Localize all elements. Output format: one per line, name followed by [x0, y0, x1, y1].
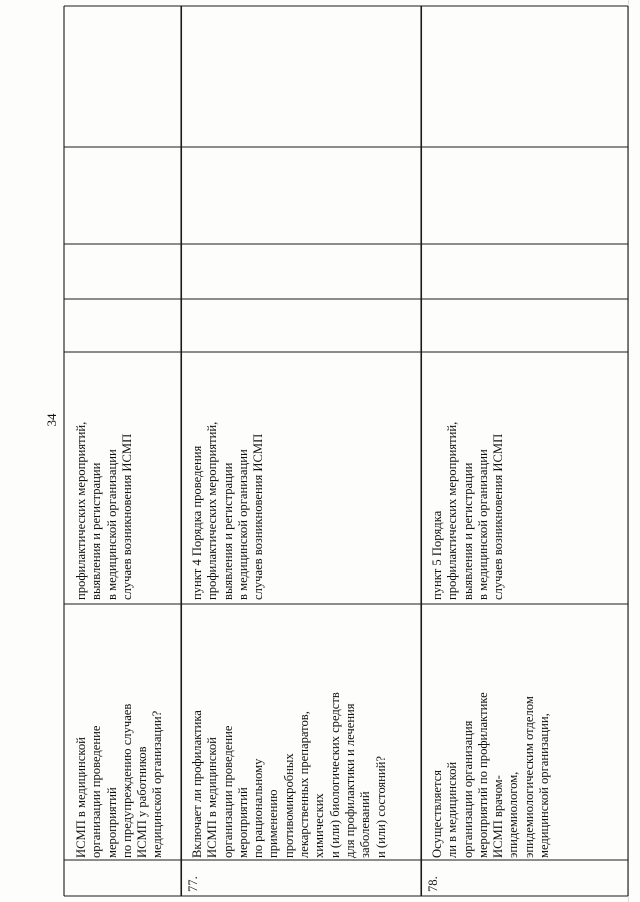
text-line: в медицинской организации: [104, 449, 119, 600]
text-line: организации организация: [460, 720, 475, 858]
text-line: в медицинской организации: [235, 449, 250, 600]
text-line: противомикробных: [281, 753, 296, 858]
page-number: 34: [44, 413, 59, 427]
row-number: 77.: [186, 876, 200, 892]
text-line: медицинской организации?: [150, 710, 165, 858]
text-line: мероприятий: [104, 787, 119, 858]
text-line: Включает ли профилактика: [190, 710, 204, 858]
text-line: случаев возникновения ИСМП: [491, 433, 506, 600]
text-line: по рациональному: [251, 758, 266, 858]
text-line: организации проведение: [220, 725, 235, 858]
text-line: ИСМП в медицинской: [74, 737, 88, 858]
text-line: выявления и регистрации: [460, 462, 475, 600]
text-line: и (или) биологических средств: [327, 692, 342, 858]
text-line: ИСМП врачом-: [491, 775, 506, 858]
text-line: ИСМП у работников: [135, 746, 150, 858]
text-line: случаев возникновения ИСМП: [251, 433, 266, 600]
text-line: применению: [266, 789, 281, 858]
text-line: ИСМП в медицинской: [205, 737, 220, 858]
text-line: мероприятий по профилактике: [475, 692, 490, 858]
row-78-number: [426, 876, 441, 892]
row-77-question: [190, 692, 389, 858]
row-77-number: [186, 876, 201, 892]
text-line: и (или) состояний?: [373, 756, 388, 858]
text-line: пункт 5 Порядка: [430, 510, 444, 600]
text-line: Осуществляется: [430, 770, 444, 858]
text-line: в медицинской организации: [475, 449, 490, 600]
text-line: эпидемиологом,: [506, 771, 521, 858]
text-line: профилактических мероприятий,: [445, 421, 460, 600]
text-line: выявления и регистрации: [220, 462, 235, 600]
row-78-reference: [430, 422, 506, 600]
row-77-reference: [190, 422, 266, 600]
text-line: лекарственных препаратов,: [297, 711, 312, 858]
text-line: организации проведение: [89, 725, 104, 858]
text-line: ли в медицинской: [445, 761, 460, 858]
row-76-question: [74, 704, 166, 858]
row-78-question: [430, 692, 552, 858]
text-line: пункт 4 Порядка проведения: [190, 445, 204, 600]
text-line: по предупреждению случаев: [119, 703, 134, 858]
text-line: химических: [312, 793, 327, 858]
text-line: профилактических мероприятий,: [205, 421, 220, 600]
text-line: профилактических мероприятий,: [74, 421, 88, 600]
row-number: 78.: [426, 876, 440, 892]
text-line: для профилактики и лечения: [342, 703, 357, 858]
text-line: эпидемиологическим отделом: [521, 696, 536, 858]
text-line: мероприятий: [235, 787, 250, 858]
text-line: случаев возникновения ИСМП: [119, 433, 134, 600]
text-line: медицинской организации,: [537, 713, 552, 858]
text-line: заболеваний: [358, 791, 373, 858]
text-line: выявления и регистрации: [89, 462, 104, 600]
row-76-reference: [74, 422, 135, 600]
